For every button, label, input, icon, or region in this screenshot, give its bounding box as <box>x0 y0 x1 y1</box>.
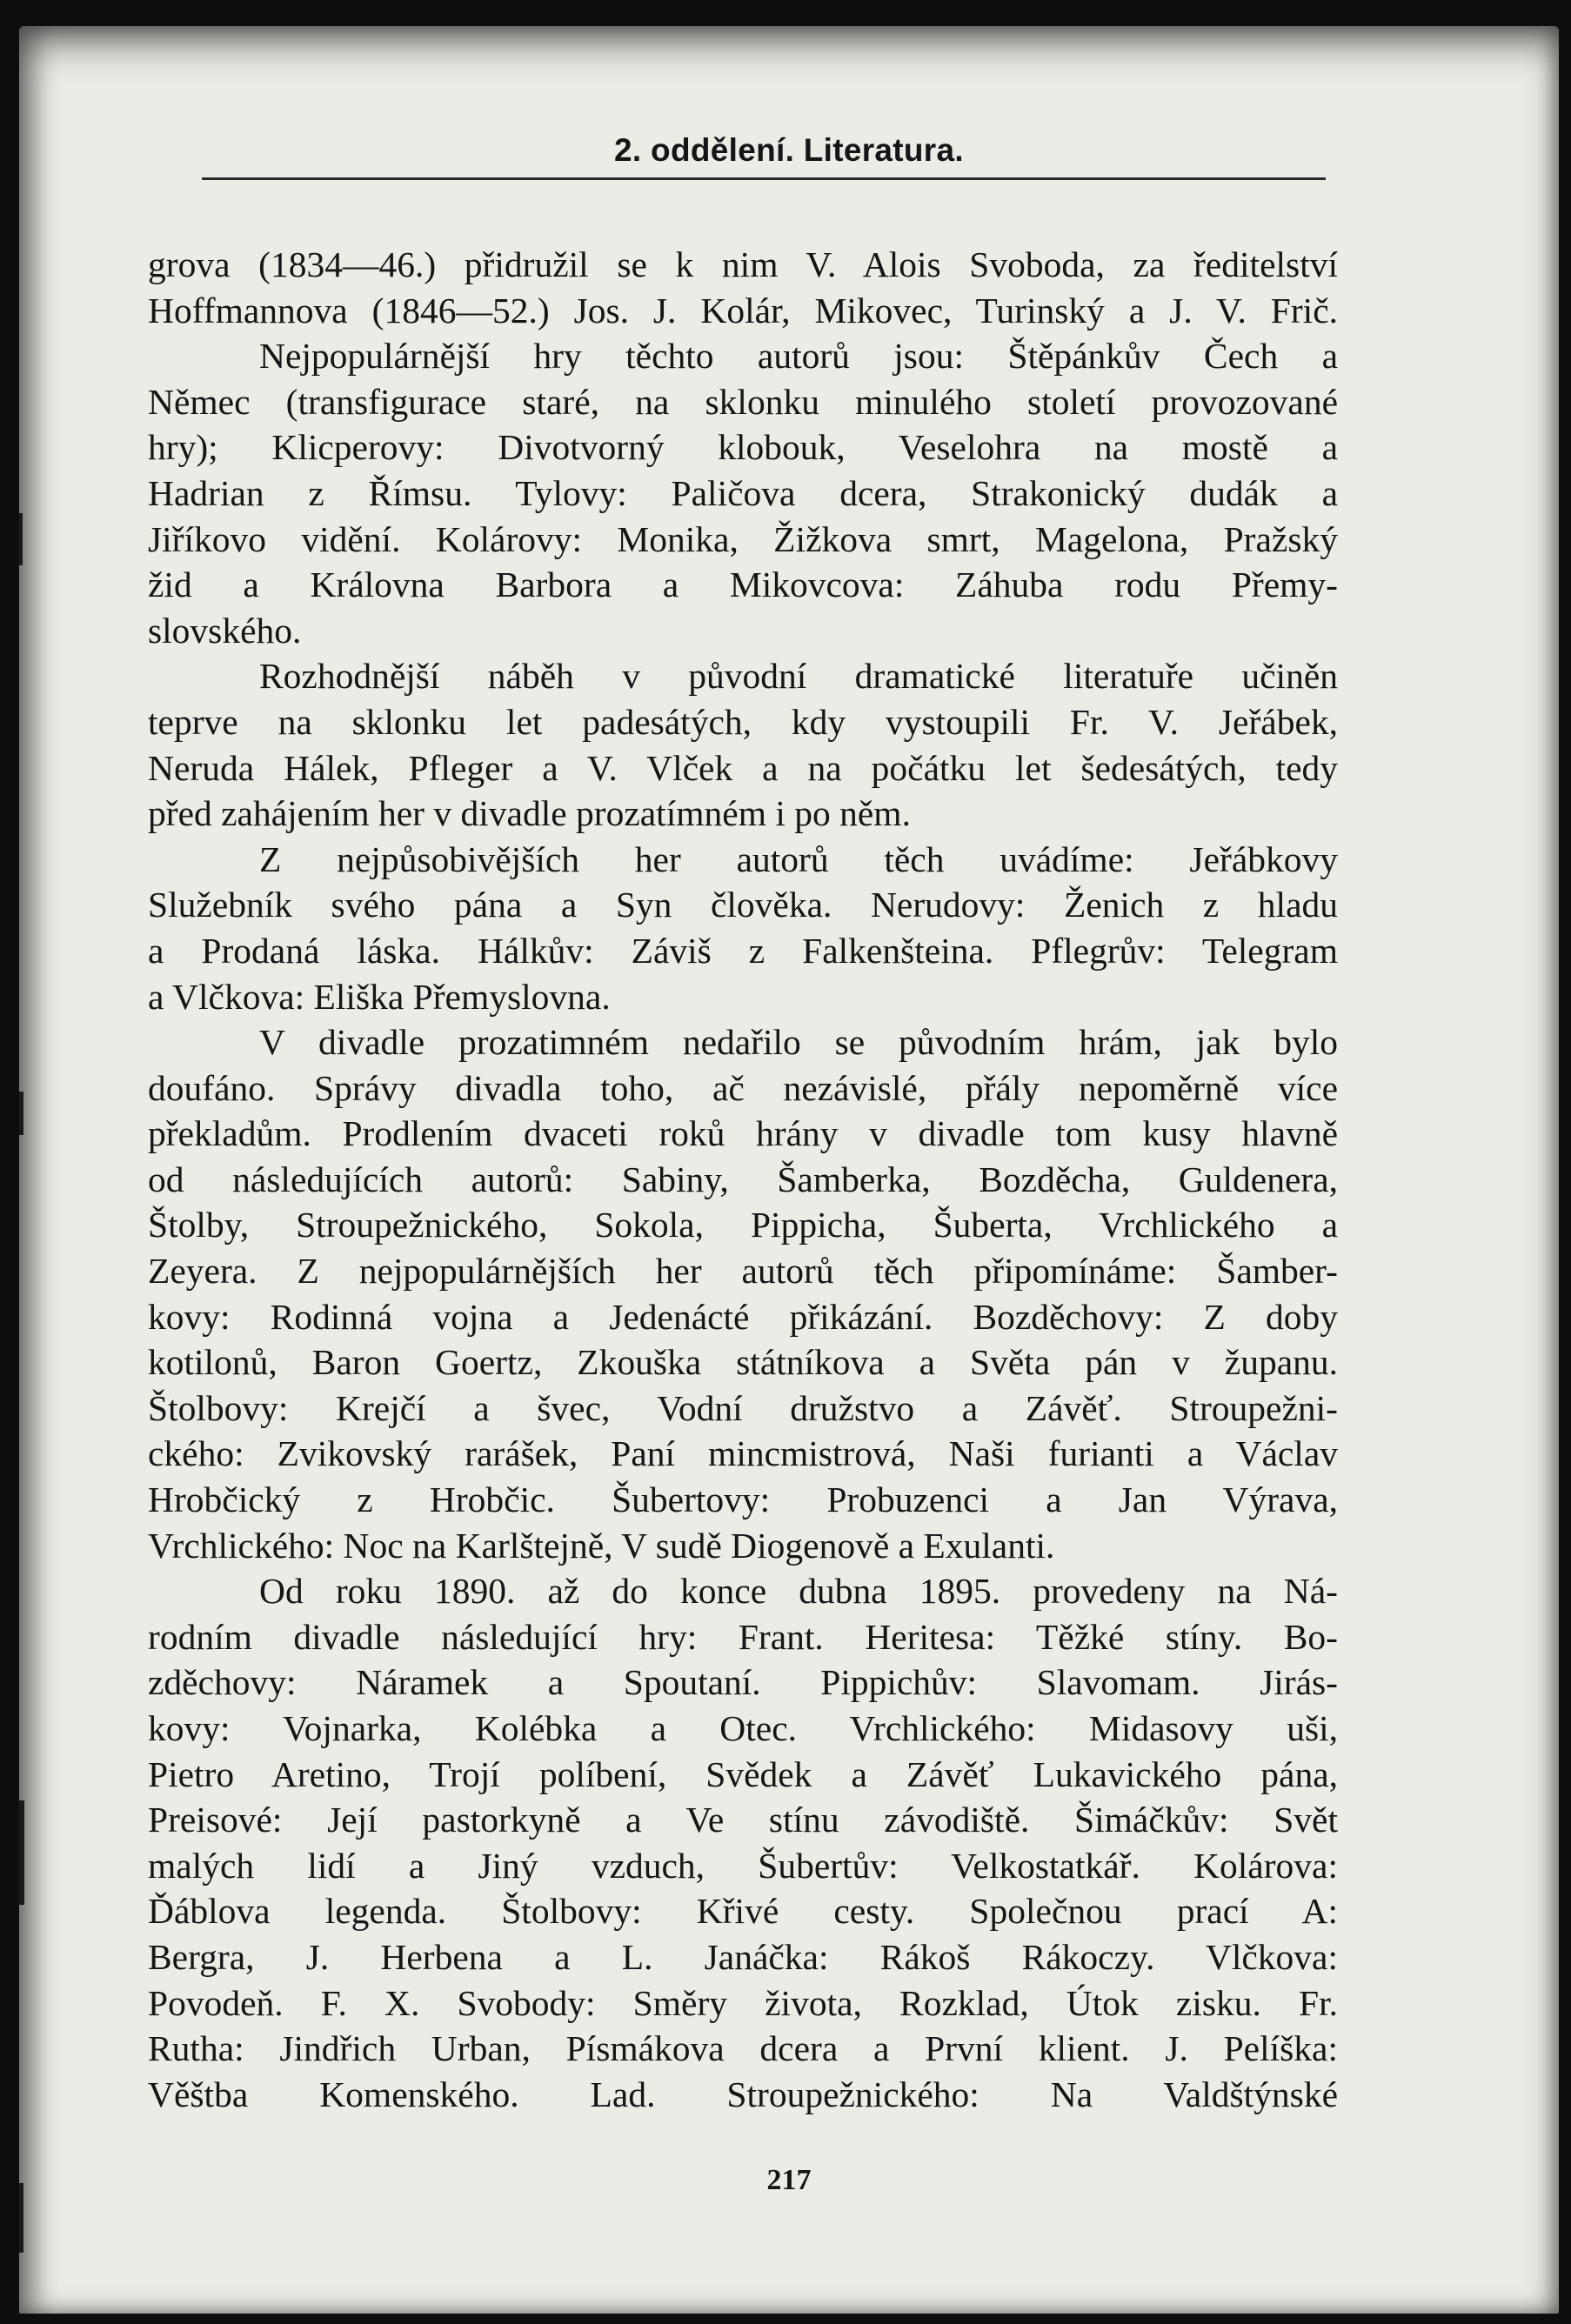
text-line: Nejpopulárnější hry těchto autorů jsou: Štěpánkův Čech a <box>259 336 1338 377</box>
text-line: od následujících autorů: Sabiny, Šamberka, Bozděcha, Guldenera, <box>148 1159 1338 1199</box>
text-line: Zeyera. Z nejpopulárnějších her autorů těch připomínáme: Šamber- <box>148 1251 1338 1292</box>
text-line: Z nejpůsobivějších her autorů těch uvádíme: Jeřábkovy <box>259 838 1338 879</box>
text-line: Štolby, Stroupežnického, Sokola, Pippicha, Šuberta, Vrchlického a <box>148 1205 1338 1245</box>
text-line: kotilonů, Baron Goertz, Zkouška státníkova a Světa pán v županu. <box>148 1342 1338 1383</box>
margin-mark <box>19 2183 23 2253</box>
text-line: Rutha: Jindřich Urban, Písmákova dcera a První klient. J. Pelíška: <box>148 2028 1338 2069</box>
text-line: ckého: Zvikovský rarášek, Paní mincmistrová, Naši furianti a Václav <box>148 1433 1338 1474</box>
text-line: malých lidí a Jiný vzduch, Šubertův: Velkostatkář. Kolárova: <box>148 1845 1338 1886</box>
text-line: a Vlčkova: Eliška Přemyslovna. <box>148 976 611 1017</box>
text-line: Hadrian z Římsu. Tylovy: Paličova dcera, Strakonický dudák a <box>148 472 1338 513</box>
text-line: Věštba Komenského. Lad. Stroupežnického: Na Valdštýnské <box>148 2074 1338 2114</box>
header-rule <box>202 177 1326 180</box>
margin-mark <box>19 1800 24 1905</box>
text-line: teprve na sklonku let padesátých, kdy vystoupili Fr. V. Jeřábek, <box>148 701 1338 742</box>
text-line: Vrchlického: Noc na Karlštejně, V sudě Diogenově a Exulanti. <box>148 1525 1055 1566</box>
text-line: Němec (transfigurace staré, na sklonku minulého století provozované <box>148 381 1338 422</box>
text-line: Pietro Aretino, Trojí políbení, Svědek a Závěť Lukavického pána, <box>148 1753 1338 1794</box>
text-line: V divadle prozatimném nedařilo se původním hrám, jak bylo <box>259 1022 1338 1063</box>
text-line: žid a Královna Barbora a Mikovcova: Záhuba rodu Přemy- <box>148 564 1338 605</box>
body-text <box>148 242 1338 2117</box>
text-line: Bergra, J. Herbena a L. Janáčka: Rákoš Rákoczy. Vlčkova: <box>148 1936 1338 1977</box>
running-head: 2. oddělení. Literatura. <box>614 132 964 168</box>
text-line: a Prodaná láska. Hálkův: Záviš z Falkenšteina. Pflegrův: Telegram <box>148 930 1338 971</box>
book-page <box>19 26 1559 2314</box>
text-line: hry); Klicperovy: Divotvorný klobouk, Veselohra na mostě a <box>148 427 1338 468</box>
margin-mark <box>19 1092 23 1135</box>
text-line: Preisové: Její pastorkyně a Ve stínu závodiště. Šimáčkův: Svět <box>148 1800 1338 1840</box>
page-number: 217 <box>766 2164 812 2196</box>
margin-mark <box>19 513 23 565</box>
text-line: kovy: Vojnarka, Kolébka a Otec. Vrchlického: Midasovy uši, <box>148 1708 1338 1748</box>
text-line: Hoffmannova (1846—52.) Jos. J. Kolár, Mikovec, Turinský a J. V. Frič. <box>148 290 1338 331</box>
text-line: překladům. Prodlením dvaceti roků hrány v divadle tom kusy hlavně <box>148 1113 1338 1154</box>
text-line: grova (1834—46.) přidružil se k nim V. Alois Svoboda, za ředitelství <box>148 244 1338 284</box>
text-line: Štolbovy: Krejčí a švec, Vodní družstvo a Závěť. Stroupežni- <box>148 1387 1338 1428</box>
text-line: Povodeň. F. X. Svobody: Směry života, Rozklad, Útok zisku. Fr. <box>148 1982 1338 2023</box>
text-line: před zahájením her v divadle prozatímném i po něm. <box>148 793 911 834</box>
text-line: kovy: Rodinná vojna a Jedenácté přikázání. Bozděchovy: Z doby <box>148 1296 1338 1337</box>
text-line: slovského. <box>148 610 302 651</box>
text-line: zděchovy: Náramek a Spoutaní. Pippichův: Slavomam. Jirás- <box>148 1662 1338 1703</box>
text-line: Neruda Hálek, Pfleger a V. Vlček a na počátku let šedesátých, tedy <box>148 747 1338 788</box>
text-line: Hrobčický z Hrobčic. Šubertovy: Probuzenci a Jan Výrava, <box>148 1479 1338 1520</box>
text-line: Rozhodnější náběh v původní dramatické literatuře učiněn <box>259 656 1338 697</box>
text-line: Od roku 1890. až do konce dubna 1895. provedeny na Ná- <box>259 1571 1338 1612</box>
text-line: Ďáblova legenda. Štolbovy: Křivé cesty. Společnou prací A: <box>148 1891 1338 1932</box>
text-line: Jiříkovo vidění. Kolárovy: Monika, Žižkova smrt, Magelona, Pražský <box>148 518 1338 559</box>
text-line: rodním divadle následující hry: Frant. Heritesa: Těžké stíny. Bo- <box>148 1616 1338 1657</box>
text-line: Služebník svého pána a Syn člověka. Nerudovy: Ženich z hladu <box>148 885 1338 925</box>
text-line: doufáno. Správy divadla toho, ač nezávislé, přály nepoměrně více <box>148 1067 1338 1108</box>
